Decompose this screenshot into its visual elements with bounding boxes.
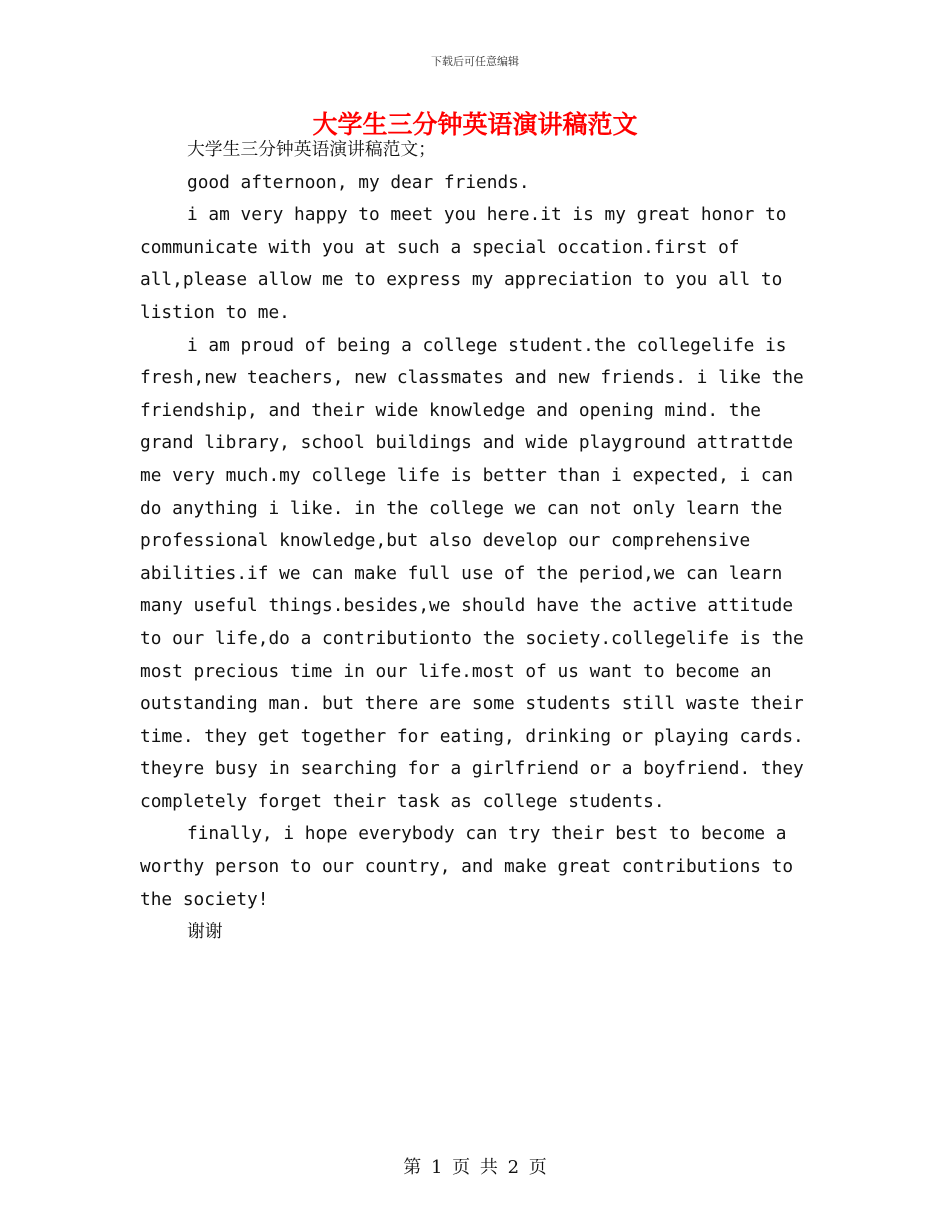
page-header-note: 下载后可任意编辑	[431, 55, 519, 68]
document-title: 大学生三分钟英语演讲稿范文	[312, 110, 638, 139]
page-footer: 第 1 页 共 2 页	[403, 1157, 547, 1178]
paragraph-main: i am proud of being a college student.the collegelife is fresh,new teachers, new classmates and new friends. i like the friendship, and their wide knowledge and opening mind. the grand library, school buildings and wide playground attrattde me very much.my college life is better than i expected, i can do anything i like. in the college we can not only learn the professional knowledge,but also develop our comprehensive abilities.if we can make full use of the period,we can learn many useful things.besides,we should have the active attitude to our life,do a contributionto the society.collegelife is the most precious time in our life.most of us want to become an outstanding man. but there are some students still waste their time. they get together for eating, drinking or playing cards. theyre busy in searching for a girlfriend or a boyfriend. they completely forget their task as college students.	[140, 334, 804, 812]
paragraph-subtitle: 大学生三分钟英语演讲稿范文；	[187, 139, 436, 160]
paragraph-greeting: good afternoon, my dear friends.	[187, 171, 530, 193]
paragraph-thanks: 谢谢	[187, 921, 223, 943]
paragraph-intro: i am very happy to meet you here.it is my great honor to communicate with you at such a special occation.first of all,please allow me to express my appreciation to you all to listion to me.	[140, 204, 787, 323]
paragraph-conclusion: finally, i hope everybody can try their best to become a worthy person to our country, and make great contributions to the society!	[140, 823, 794, 910]
document-body	[140, 134, 812, 949]
